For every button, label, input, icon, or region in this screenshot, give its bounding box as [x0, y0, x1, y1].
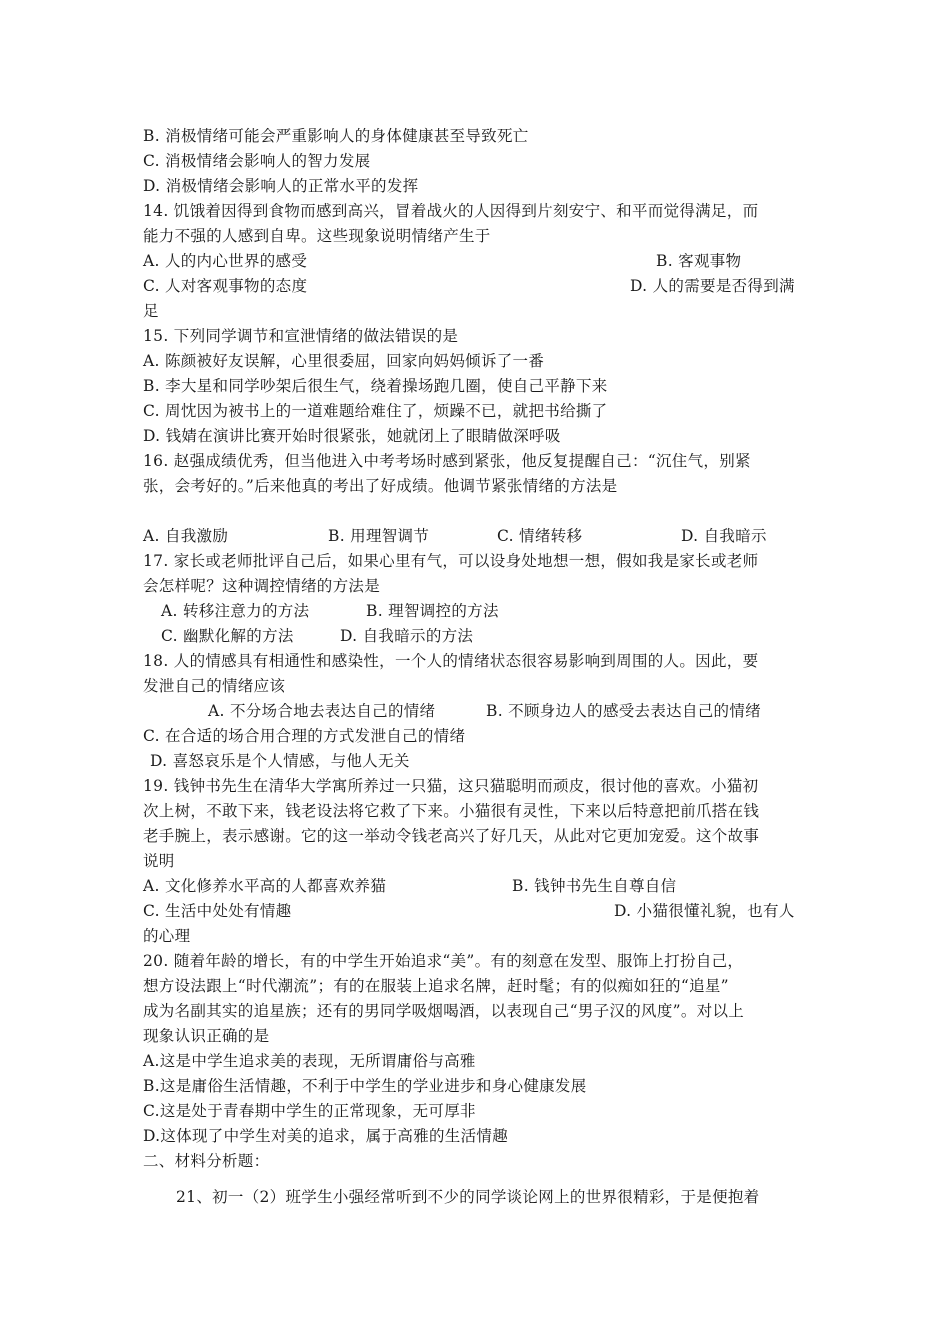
q19-stem-line2: 次上树，不敢下来，钱老设法将它救了下来。小猫很有灵性，下来以后特意把前爪搭在钱 — [143, 802, 760, 820]
q20-option-a: A.这是中学生追求美的表现，无所谓庸俗与高雅 — [143, 1052, 476, 1070]
q19-option-b: B. 钱钟书先生自尊自信 — [512, 877, 677, 895]
q19-option-c: C. 生活中处处有情趣 — [143, 902, 292, 920]
q17-option-b: B. 理智调控的方法 — [366, 602, 499, 620]
q14-option-d: D. 人的需要是否得到满 — [630, 277, 795, 295]
q18-option-d: D. 喜怒哀乐是个人情感，与他人无关 — [150, 752, 410, 770]
q19-option-d: D. 小猫很懂礼貌，也有人 — [614, 902, 795, 920]
q19-stem-line1: 19. 钱钟书先生在清华大学寓所养过一只猫，这只猫聪明而顽皮，很讨他的喜欢。小猫初 — [143, 777, 759, 795]
q18-stem-line2: 发泄自己的情绪应该 — [143, 677, 286, 695]
q15-option-c: C. 周忱因为被书上的一道难题给难住了，烦躁不已，就把书给撕了 — [143, 402, 608, 420]
q15-option-b: B. 李大星和同学吵架后很生气，绕着操场跑几圈，使自己平静下来 — [143, 377, 608, 395]
q14-option-b: B. 客观事物 — [656, 252, 742, 270]
q20-stem-line1: 20. 随着年龄的增长，有的中学生开始追求“美”。有的刻意在发型、服饰上打扮自己， — [143, 952, 744, 970]
q20-stem-line2: 想方设法跟上“时代潮流”；有的在服装上追求名牌，赶时髦；有的似痴如狂的“追星” — [143, 977, 729, 995]
q15-stem: 15. 下列同学调节和宣泄情绪的做法错误的是 — [143, 327, 459, 345]
q18-stem-line1: 18. 人的情感具有相通性和感染性，一个人的情绪状态很容易影响到周围的人。因此，要 — [143, 652, 759, 670]
q14-stem-line2: 能力不强的人感到自卑。这些现象说明情绪产生于 — [143, 227, 491, 245]
q19-option-d-wrap: 的心理 — [143, 927, 191, 945]
q20-option-d: D.这体现了中学生对美的追求，属于高雅的生活情趣 — [143, 1127, 509, 1145]
q17-option-c: C. 幽默化解的方法 — [161, 627, 294, 645]
q17-option-d: D. 自我暗示的方法 — [340, 627, 474, 645]
q20-stem-line3: 成为名副其实的追星族；还有的男同学吸烟喝酒，以表现自己“男子汉的风度”。对以上 — [143, 1002, 745, 1020]
q14-option-d-wrap: 足 — [143, 302, 159, 320]
q20-option-b: B.这是庸俗生活情趣，不利于中学生的学业进步和身心健康发展 — [143, 1077, 587, 1095]
q21-stem-line1: 21、初一（2）班学生小强经常听到不少的同学谈论网上的世界很精彩，于是便抱着 — [176, 1188, 760, 1206]
q17-option-a: A. 转移注意力的方法 — [161, 602, 310, 620]
q19-stem-line3: 老手腕上，表示感谢。它的这一举动令钱老高兴了好几天，从此对它更加宠爱。这个故事 — [143, 827, 760, 845]
q17-stem-line1: 17. 家长或老师批评自己后，如果心里有气，可以设身处地想一想，假如我是家长或老师 — [143, 552, 759, 570]
q17-stem-line2: 会怎样呢？这种调控情绪的方法是 — [143, 577, 381, 595]
q13-option-c: C. 消极情绪会影响人的智力发展 — [143, 152, 371, 170]
q16-option-d: D. 自我暗示 — [681, 527, 767, 545]
q19-option-a: A. 文化修养水平高的人都喜欢养猫 — [143, 877, 387, 895]
q18-option-c: C. 在合适的场合用合理的方式发泄自己的情绪 — [143, 727, 466, 745]
q14-stem-line1: 14. 饥饿着因得到食物而感到高兴，冒着战火的人因得到片刻安宁、和平而觉得满足，而 — [143, 202, 759, 220]
q14-option-c: C. 人对客观事物的态度 — [143, 277, 308, 295]
q14-option-a: A. 人的内心世界的感受 — [143, 252, 308, 270]
section-title: 二、材料分析题： — [143, 1152, 270, 1170]
q19-stem-line4: 说明 — [143, 852, 175, 870]
q16-option-a: A. 自我激励 — [143, 527, 229, 545]
q13-option-d: D. 消极情绪会影响人的正常水平的发挥 — [143, 177, 419, 195]
q16-stem-line1: 16. 赵强成绩优秀，但当他进入中考考场时感到紧张，他反复提醒自己：“沉住气，别紧 — [143, 452, 751, 470]
q15-option-d: D. 钱婧在演讲比赛开始时很紧张，她就闭上了眼睛做深呼吸 — [143, 427, 561, 445]
q18-option-b: B. 不顾身边人的感受去表达自己的情绪 — [486, 702, 761, 720]
q18-option-a: A. 不分场合地去表达自己的情绪 — [208, 702, 436, 720]
q20-stem-line4: 现象认识正确的是 — [143, 1027, 270, 1045]
q16-option-c: C. 情绪转移 — [497, 527, 583, 545]
q16-stem-line2: 张，会考好的。”后来他真的考出了好成绩。他调节紧张情绪的方法是 — [143, 477, 618, 495]
q20-option-c: C.这是处于青春期中学生的正常现象，无可厚非 — [143, 1102, 476, 1120]
q16-option-b: B. 用理智调节 — [328, 527, 430, 545]
q15-option-a: A. 陈颜被好友误解，心里很委屈，回家向妈妈倾诉了一番 — [143, 352, 545, 370]
q13-option-b: B. 消极情绪可能会严重影响人的身体健康甚至导致死亡 — [143, 127, 529, 145]
